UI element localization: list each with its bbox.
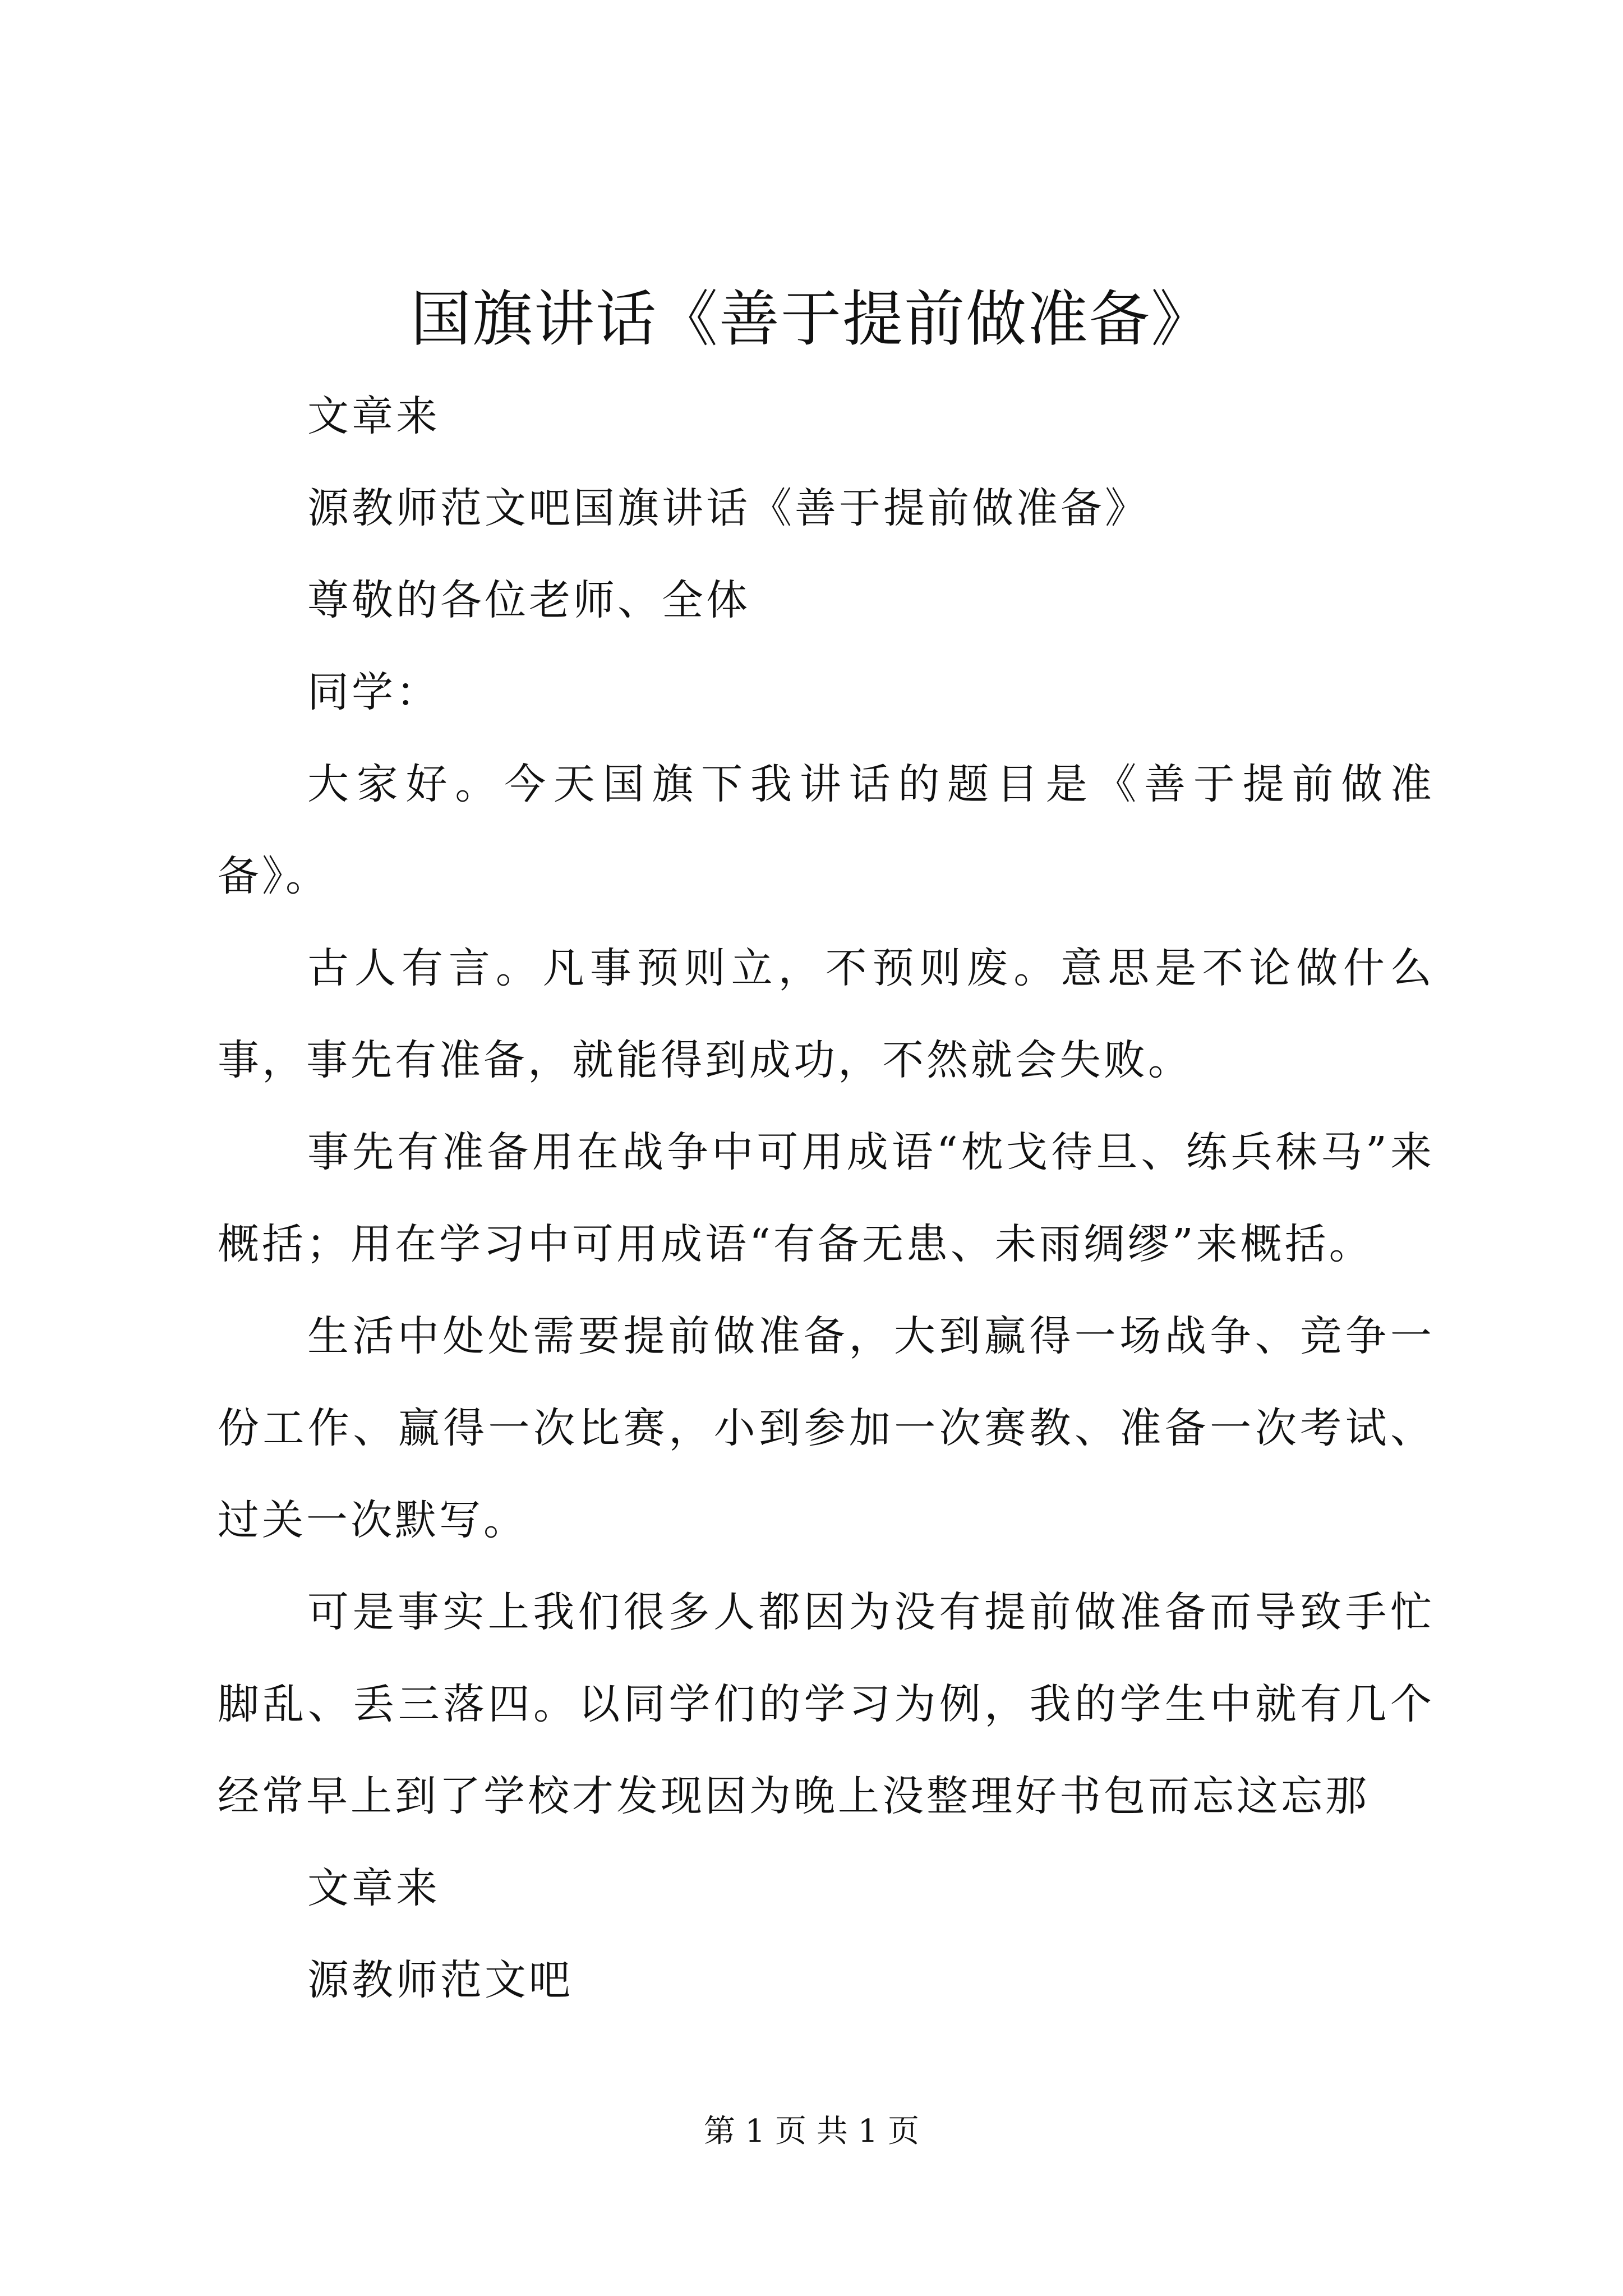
document-title: 国旗讲话《善于提前做准备》: [410, 284, 1212, 355]
paragraph: 大家好。今天国旗下我讲话的题目是《善于提前做准备》。: [218, 760, 1435, 900]
paragraph: 同学：: [307, 668, 440, 716]
paragraph: 古人有言。凡事预则立，不预则废。意思是不论做什么事，事先有准备，就能得到成功，不然就会失败。: [218, 944, 1435, 1084]
paragraph: 可是事实上我们很多人都因为没有提前做准备而导致手忙脚乱、丢三落四。以同学们的学习为例，我的学生中就有几个经常早上到了学校才发现因为晚上没整理好书包而忘这忘那: [218, 1588, 1435, 1820]
document-body: [218, 370, 1435, 2026]
paragraph: 源教师范文吧: [307, 1956, 573, 2004]
paragraph: 生活中处处需要提前做准备，大到赢得一场战争、竞争一份工作、赢得一次比赛，小到参加一次赛教、准备一次考试、过关一次默写。: [218, 1312, 1435, 1544]
paragraph: 尊敬的各位老师、全体: [307, 576, 750, 624]
paragraph: 事先有准备用在战争中可用成语“枕戈待旦、练兵秣马”来概括；用在学习中可用成语“有备无患、未雨绸缪”来概括。: [218, 1128, 1435, 1268]
paragraph: 文章来: [307, 1864, 440, 1912]
page-footer: 第 1 页 共 1 页: [703, 2113, 920, 2150]
paragraph: 文章来: [307, 392, 440, 440]
paragraph: 源教师范文吧国旗讲话《善于提前做准备》: [307, 484, 1149, 532]
